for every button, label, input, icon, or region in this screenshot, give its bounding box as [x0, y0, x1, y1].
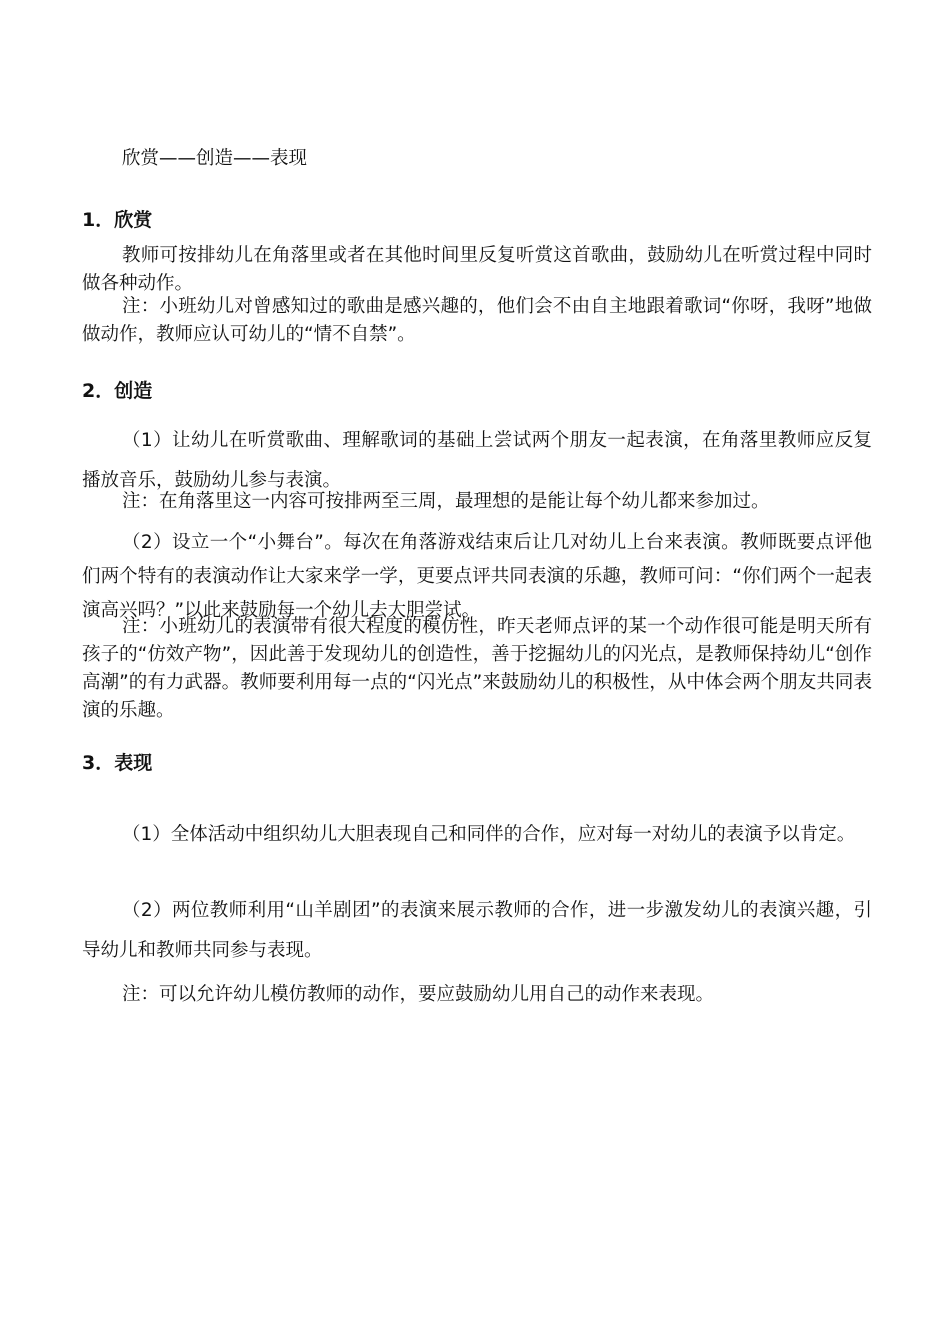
note-paragraph: 注：在角落里这一内容可按排两至三周，最理想的是能让每个幼儿都来参加过。	[122, 491, 770, 512]
section-heading-perform: 3．表现	[82, 752, 153, 774]
section-heading-appreciate: 1．欣赏	[82, 209, 153, 231]
note-paragraph: 注：可以允许幼儿模仿教师的动作，要应鼓励幼儿用自己的动作来表现。	[122, 984, 715, 1005]
paragraph: 教师可按排幼儿在角落里或者在其他时间里反复听赏这首歌曲，鼓励幼儿在听赏过程中同时做各种动作。	[82, 245, 872, 294]
paragraph: （1）全体活动中组织幼儿大胆表现自己和同伴的合作，应对每一对幼儿的表演予以肯定。	[122, 824, 856, 845]
note-paragraph: 注：小班幼儿对曾感知过的歌曲是感兴趣的，他们会不由自主地跟着歌词“你呀，我呀”地做做动作，教师应认可幼儿的“情不自禁”。	[82, 296, 872, 345]
intro-line: 欣赏——创造——表现	[122, 148, 308, 169]
section-heading-create: 2．创造	[82, 380, 153, 402]
paragraph: （1）让幼儿在听赏歌曲、理解歌词的基础上尝试两个朋友一起表演，在角落里教师应反复播放音乐，鼓励幼儿参与表演。	[82, 430, 872, 491]
paragraph: （2）两位教师利用“山羊剧团”的表演来展示教师的合作，进一步激发幼儿的表演兴趣，引导幼儿和教师共同参与表现。	[82, 900, 872, 961]
paragraph: （2）设立一个“小舞台”。每次在角落游戏结束后让几对幼儿上台来表演。教师既要点评他们两个特有的表演动作让大家来学一学，更要点评共同表演的乐趣，教师可问：“你们两个一起表演高兴吗？”以此来鼓励每一个幼儿去大胆尝试。	[82, 532, 872, 621]
note-paragraph: 注：小班幼儿的表演带有很大程度的模仿性，昨天老师点评的某一个动作很可能是明天所有孩子的“仿效产物”，因此善于发现幼儿的创造性，善于挖掘幼儿的闪光点，是教师保持幼儿“创作高潮”的有力武器。教师要利用每一点的“闪光点”来鼓励幼儿的积极性，从中体会两个朋友共同表演的乐趣。	[82, 616, 872, 721]
